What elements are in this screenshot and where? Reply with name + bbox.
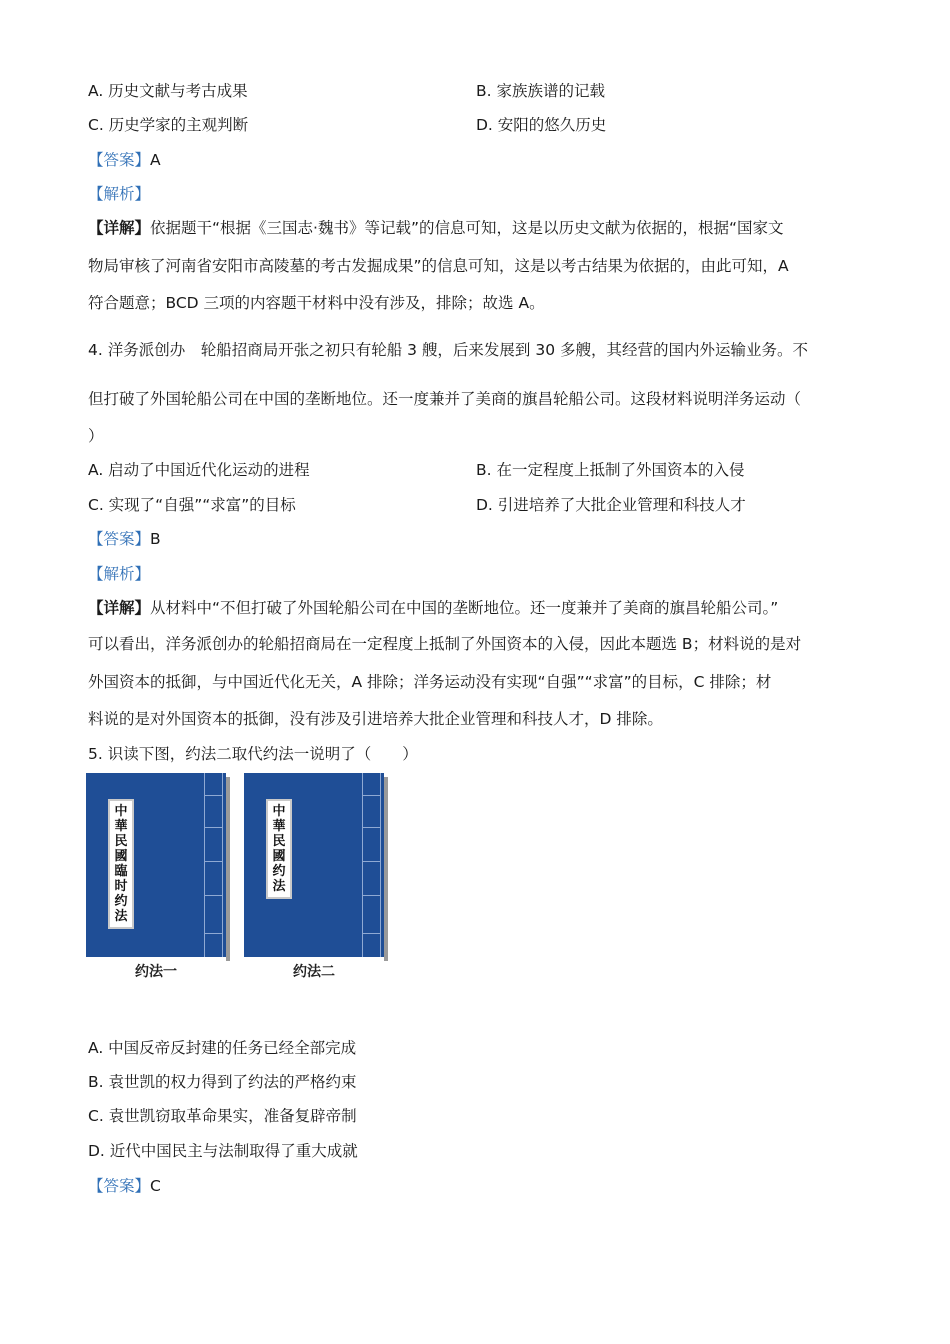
q3-detail-line-1 [88, 217, 864, 239]
q5-option-c: C. 袁世凯窃取革命果实，准备复辟帝制 [88, 1107, 357, 1125]
q4-option-c: C. 实现了“自强”“求富”的目标 [88, 496, 296, 514]
q4-stem-line-1: 4. 洋务派创办 轮船招商局开张之初只有轮船 3 艘，后来发展到 30 多艘，其经营的国内外运输业务。不 [88, 341, 809, 359]
q3-option-b: B. 家族族谱的记载 [476, 82, 605, 100]
book-title-label: 中華民國臨时约法 [108, 799, 134, 929]
q3-detail-line-2: 物局审核了河南省安阳市高陵墓的考古发掘成果”的信息可知，这是以考古结果为依据的，由此可知，A [88, 257, 789, 275]
q4-option-b: B. 在一定程度上抵制了外国资本的入侵 [476, 461, 745, 479]
q3-analysis-tag: 【解析】 [88, 185, 151, 203]
q4-detail-line-4: 料说的是对外国资本的抵御，没有涉及引进培养大批企业管理和科技人才，D 排除。 [88, 710, 663, 728]
q3-answer [88, 149, 161, 171]
q4-option-a: A. 启动了中国近代化运动的进程 [88, 461, 310, 479]
q4-detail-line-3: 外国资本的抵御，与中国近代化无关，A 排除；洋务运动没有实现“自强”“求富”的目标，C 排除；材 [88, 673, 772, 691]
book-caption: 约法一 [135, 964, 177, 980]
answer-value: B [150, 530, 161, 548]
q5-option-d: D. 近代中国民主与法制取得了重大成就 [88, 1142, 358, 1160]
q5-stem: 5. 识读下图，约法二取代约法一说明了（ ） [88, 745, 418, 763]
detail-text: 依据题干“根据《三国志·魏书》等记载”的信息可知，这是以历史文献为依据的，根据“国家文 [150, 219, 784, 237]
book-provisional-constitution [86, 773, 226, 980]
q5-option-b: B. 袁世凯的权力得到了约法的严格约束 [88, 1073, 357, 1091]
book-caption: 约法二 [293, 964, 335, 980]
q4-analysis-tag: 【解析】 [88, 565, 151, 583]
answer-value: A [150, 151, 161, 169]
q4-answer [88, 528, 161, 550]
detail-tag: 【详解】 [88, 219, 151, 237]
q3-option-c: C. 历史学家的主观判断 [88, 116, 249, 134]
q5-answer [88, 1175, 161, 1197]
book-title-label: 中華民國约法 [266, 799, 292, 899]
detail-tag: 【详解】 [88, 599, 151, 617]
q3-option-a: A. 历史文献与考古成果 [88, 82, 248, 100]
q4-stem-line-3: ） [88, 427, 104, 445]
detail-text: 从材料中“不但打破了外国轮船公司在中国的垄断地位。还一度兼并了美商的旗昌轮船公司。” [150, 599, 779, 617]
q3-option-d: D. 安阳的悠久历史 [476, 116, 607, 134]
answer-tag: 【答案】 [88, 151, 151, 169]
q4-stem-line-2: 但打破了外国轮船公司在中国的垄断地位。还一度兼并了美商的旗昌轮船公司。这段材料说明洋务运动（ [88, 390, 802, 408]
answer-tag: 【答案】 [88, 530, 151, 548]
answer-value: C [150, 1177, 161, 1195]
q3-detail-line-3: 符合题意；BCD 三项的内容题干材料中没有涉及，排除；故选 A。 [88, 294, 545, 312]
answer-tag: 【答案】 [88, 1177, 151, 1195]
book-constitution [244, 773, 384, 980]
q5-option-a: A. 中国反帝反封建的任务已经全部完成 [88, 1039, 357, 1057]
q4-detail-line-1 [88, 597, 864, 619]
q4-detail-line-2: 可以看出，洋务派创办的轮船招商局在一定程度上抵制了外国资本的入侵，因此本题选 B；材料说的是对 [88, 635, 802, 653]
q4-option-d: D. 引进培养了大批企业管理和科技人才 [476, 496, 746, 514]
